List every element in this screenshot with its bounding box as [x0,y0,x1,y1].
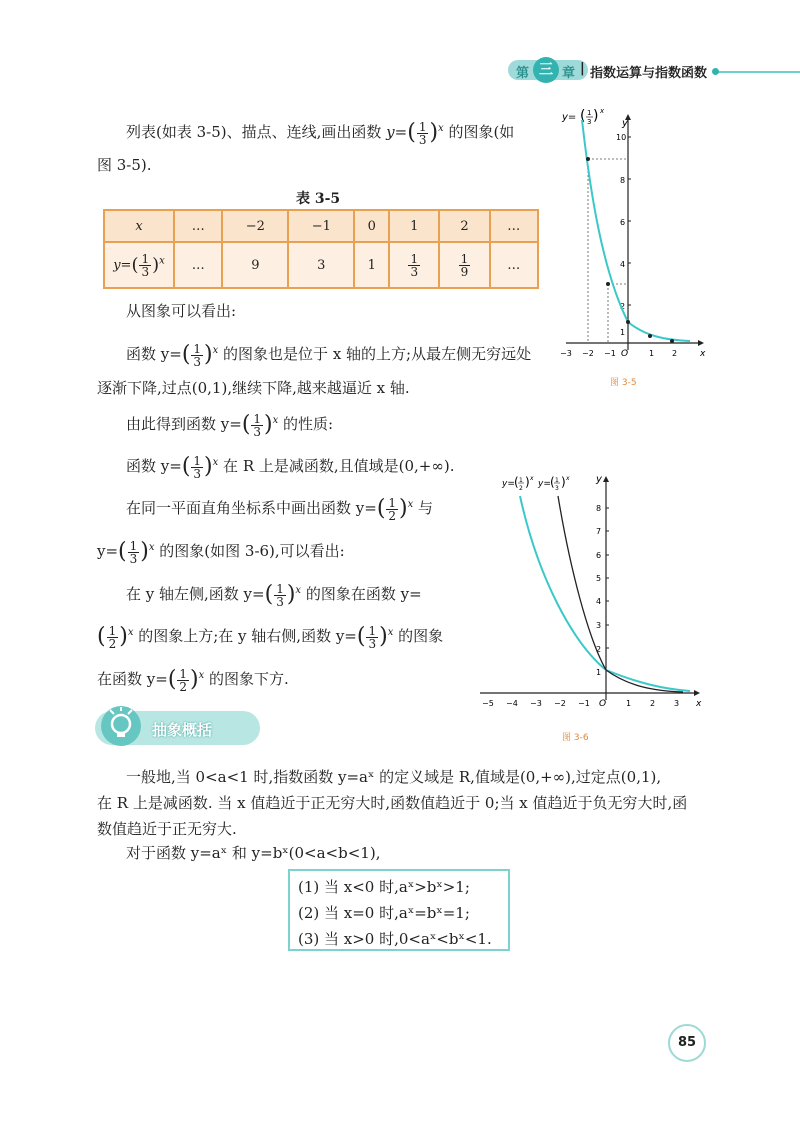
svg-text:3: 3 [555,485,559,492]
compare-line-1: 在同一平面直角坐标系中画出函数 y=( $\frac{1}{2}$ )$^x$ 与 [126,495,434,523]
chapter-number-badge: 三 [533,57,559,83]
svg-text:2: 2 [672,349,678,358]
svg-text:7: 7 [596,527,602,536]
svg-text:1: 1 [620,328,626,337]
svg-text:6: 6 [620,218,626,227]
fig1-point [606,282,610,286]
svg-text:−5: −5 [482,699,494,708]
svg-text:−1: −1 [578,699,590,708]
svg-text:1: 1 [626,699,632,708]
compare-line-4: ( $\frac{1}{2}$ )$^x$ 的图象上方;在 y 轴右侧,函数 y=( $\frac{1}{3}$ )$^x$ 的图象 [97,623,444,651]
fig1-point [586,157,590,161]
svg-text:3: 3 [587,118,592,126]
svg-text:): ) [593,108,599,124]
table-row-y: y=( $\frac{1}{3}$ )$^x$ … 9 3 1 $\frac{1}{3}$ $\frac{1}{9}$ … [104,242,538,288]
svg-text:−2: −2 [554,699,566,708]
svg-text:2: 2 [519,485,523,492]
fig1-point [626,320,630,324]
svg-text:8: 8 [620,176,626,185]
header-rule-dot [712,68,719,75]
svg-text:8: 8 [596,504,602,513]
observation-line-1: 函数 y=( $\frac{1}{3}$ )$^x$ 的图象也是位于 x 轴的上方;从最左侧无穷远处 [126,341,532,369]
compare-line-2: y=( $\frac{1}{3}$ )$^x$ 的图象(如图 3-6),可以看出: [97,538,345,566]
fig2-curve-third [558,496,683,692]
banner-label: 抽象概括 [152,721,213,739]
svg-text:y: y [596,474,602,485]
svg-text:x: x [530,475,534,482]
value-table [103,209,539,289]
svg-text:y: y [622,118,628,129]
svg-text:3: 3 [674,699,680,708]
intro-line-2: 图 3-5). [97,156,152,174]
svg-text:10: 10 [616,133,627,142]
svg-text:2: 2 [596,645,602,654]
svg-text:−3: −3 [560,349,572,358]
summary-line-2: 在 R 上是减函数. 当 x 值趋近于正无穷大时,函数值趋近于 0;当 x 值趋近于负无穷大时,函 [97,794,688,812]
svg-text:(: ( [550,475,555,489]
property-statement: 函数 y=( $\frac{1}{3}$ )$^x$ 在 R 上是减函数,且值域是(0,+∞). [126,453,455,481]
svg-text:O: O [599,699,607,709]
svg-text:): ) [525,475,530,489]
property-heading: 由此得到函数 y=( $\frac{1}{3}$ )$^x$ 的性质: [126,411,334,439]
fig1-caption: 图 3-5 [610,378,637,388]
svg-text:x: x [700,349,706,359]
summary-line-1: 一般地,当 0<a<1 时,指数函数 y=aˣ 的定义域是 R,值域是(0,+∞),过定点(0,1), [126,768,662,786]
svg-text:1: 1 [519,477,523,484]
fig1-curve [582,120,690,341]
compare-line-3: 在 y 轴左侧,函数 y=( $\frac{1}{3}$ )$^x$ 的图象在函数 y= [126,581,422,609]
fig1-point [648,334,652,338]
svg-text:(: ( [514,475,519,489]
svg-text:−4: −4 [506,699,518,708]
result-2: (2) 当 x=0 时,aˣ=bˣ=1; [298,904,470,922]
svg-text:y=: y= [502,479,515,489]
svg-text:5: 5 [596,574,602,583]
fig1-function-label: y= [562,112,577,123]
svg-text:1: 1 [587,109,592,117]
svg-text:1: 1 [596,668,602,677]
table-row-x: x … −2 −1 0 1 2 … [104,210,538,242]
compare-line-5: 在函数 y=( $\frac{1}{2}$ )$^x$ 的图象下方. [97,666,289,694]
fig1-point [670,339,674,343]
svg-text:x: x [566,475,570,482]
header-rule [716,71,800,73]
svg-text:−2: −2 [582,349,594,358]
svg-text:O: O [621,349,629,359]
result-3: (3) 当 x>0 时,0<aˣ<bˣ<1. [298,930,492,948]
svg-text:x: x [600,107,605,115]
header-separator: | [580,61,585,76]
svg-text:): ) [561,475,566,489]
svg-text:1: 1 [555,477,559,484]
svg-text:(: ( [580,108,586,124]
intro-line-1: 列表(如表 3-5)、描点、连线,画出函数 y=( $\frac{1}{3}$ )$^x$ 的图象(如 [126,119,515,147]
chapter-prefix: 第 [516,66,530,81]
summary-line-3: 数值趋近于正无穷大. [97,820,237,838]
svg-text:3: 3 [596,621,602,630]
fig2-caption: 图 3-6 [562,733,589,743]
svg-text:1: 1 [649,349,655,358]
table-caption: 表 3-5 [296,191,341,207]
svg-text:2: 2 [650,699,656,708]
page-number: 85 [668,1024,706,1062]
lightbulb-icon [101,706,141,746]
svg-text:y=: y= [538,479,551,489]
svg-text:−3: −3 [530,699,542,708]
fig2-curve-half [520,496,690,691]
svg-text:x: x [696,699,702,709]
observation-line-2: 逐渐下降,过点(0,1),继续下降,越来越逼近 x 轴. [97,379,410,397]
svg-text:4: 4 [620,260,626,269]
chapter-title: 指数运算与指数函数 [590,66,708,81]
chapter-suffix: 章 [562,66,576,81]
observation-heading: 从图象可以看出: [126,302,237,320]
svg-text:6: 6 [596,551,602,560]
fraction-one-third: $\frac{1}{3}$ [418,119,427,147]
svg-text:−1: −1 [604,349,616,358]
svg-text:2: 2 [620,302,626,311]
summary-line-4: 对于函数 y=aˣ 和 y=bˣ(0<a<b<1), [126,844,381,862]
svg-text:4: 4 [596,597,602,606]
result-1: (1) 当 x<0 时,aˣ>bˣ>1; [298,878,470,896]
figure-3-5 [560,100,710,400]
figure-3-6 [478,468,706,748]
